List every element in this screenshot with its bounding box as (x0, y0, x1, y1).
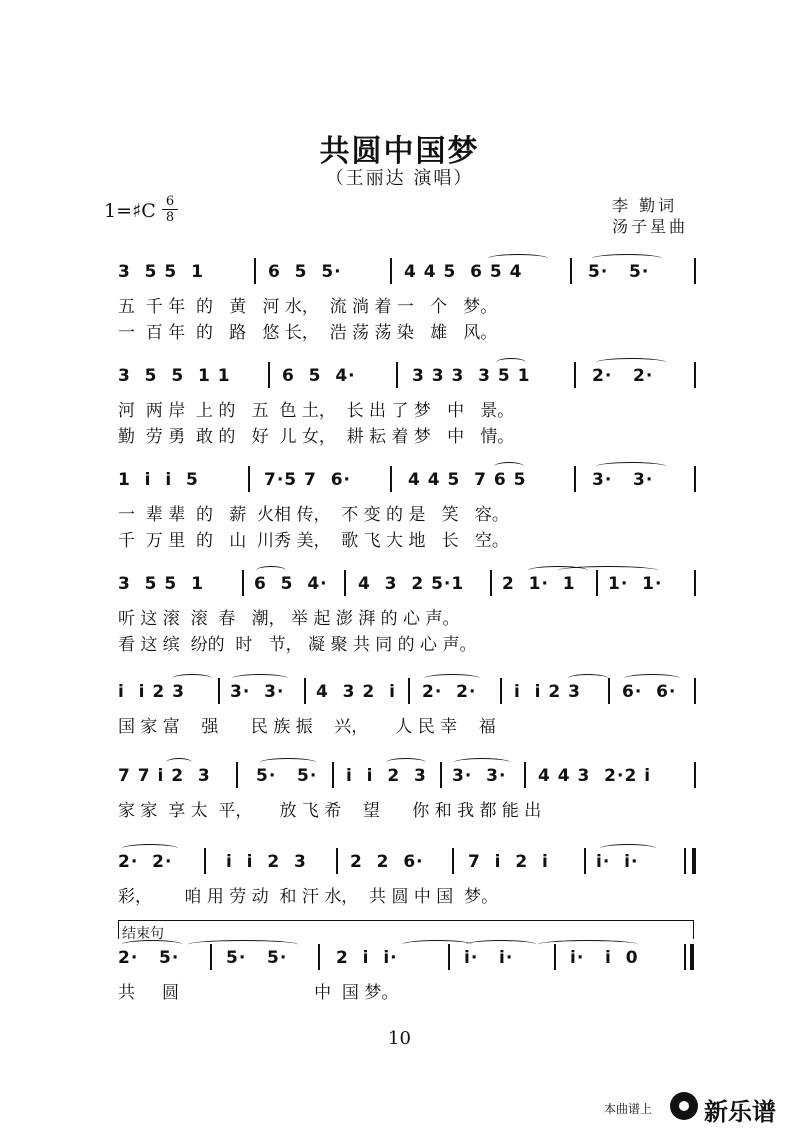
measure-4-2: 6 5 4· (254, 574, 328, 594)
lyric-1-verse-2: 一 百 年 的 路 悠 长， 浩 荡 荡 染 雄 风。 (118, 323, 498, 343)
lyric-2-verse-1: 河 两 岸 上 的 五 色 土， 长 出 了 梦 中 景。 (118, 401, 515, 421)
score-line-2 (118, 366, 698, 448)
score-line-ending (118, 948, 698, 1004)
vinyl-record-icon (670, 1092, 698, 1120)
measure-8-3: 2 i i· (336, 948, 398, 968)
score-line-7 (118, 852, 698, 908)
measure-7-3: 2 2 6· (350, 852, 424, 872)
measure-3-3: 4 4 5 7 6 5 (408, 470, 527, 490)
lyric-7: 彩， 咱 用 劳 动 和 汗 水， 共 圆 中 国 梦。 (118, 887, 499, 907)
lyric-5: 国 家 富 强 民 族 振 兴， 人 民 幸 福 (118, 717, 496, 737)
measure-5-3: 4 3 2 i (316, 682, 396, 702)
ending-bracket (118, 920, 694, 939)
measure-7-1: 2· 2· (118, 852, 173, 872)
measure-4-3: 4 3 2 5·1 (358, 574, 465, 594)
measure-2-4: 2· 2· (592, 366, 654, 386)
measure-5-4: 2· 2· (422, 682, 477, 702)
ending-label: 结束句 (122, 926, 164, 942)
measure-8-2: 5· 5· (226, 948, 288, 968)
lyricist-credit: 李 勤词 (612, 196, 678, 215)
meter-top: 6 (165, 194, 175, 209)
measure-6-5: 4 4 3 2·2 i (538, 766, 652, 786)
measure-5-2: 3· 3· (230, 682, 285, 702)
measure-2-3: 3 3 3 3 5 1 (412, 366, 531, 386)
time-signature (162, 195, 178, 224)
measure-1-2: 6 5 5· (268, 262, 342, 282)
measure-3-2: 7·5 7 6· (264, 470, 351, 490)
meter-bottom: 8 (165, 210, 175, 225)
measure-7-2: i i 2 3 (226, 852, 307, 872)
site-logo[interactable]: 新乐谱 (704, 1098, 776, 1126)
measure-5-1: i i 2 3 (118, 682, 185, 702)
measure-5-6: 6· 6· (622, 682, 677, 702)
page-number: 10 (388, 1028, 411, 1049)
score-line-3 (118, 470, 698, 552)
measure-1-1: 3 5 5 1 (118, 262, 204, 282)
lyric-4-verse-2: 看 这 缤 纷的 时 节， 凝 聚 共 同 的 心 声。 (118, 635, 477, 655)
score-line-4 (118, 574, 698, 656)
lyric-1-verse-1: 五 千 年 的 黄 河 水， 流 淌 着 一 个 梦。 (118, 297, 498, 317)
measure-2-1: 3 5 5 1 1 (118, 366, 231, 386)
score-line-6 (118, 766, 698, 822)
footer-text: 本曲谱上 (604, 1102, 653, 1116)
measure-2-2: 6 5 4· (282, 366, 356, 386)
measure-4-5: 1· 1· (608, 574, 663, 594)
measure-8-1: 2· 5· (118, 948, 180, 968)
measure-6-4: 3· 3· (452, 766, 507, 786)
measure-5-5: i i 2 3 (514, 682, 581, 702)
performer-subtitle: （王丽达 演唱） (325, 168, 474, 189)
measure-3-1: 1 i i 5 (118, 470, 199, 490)
lyric-3-verse-2: 千 万 里 的 山 川秀 美， 歌 飞 大 地 长 空。 (118, 531, 509, 551)
song-title: 共圆中国梦 (319, 134, 480, 169)
measure-7-5: i· i· (596, 852, 639, 872)
lyric-6: 家 家 享 太 平， 放 飞 希 望 你 和 我 都 能 出 (118, 801, 542, 821)
measure-4-1: 3 5 5 1 (118, 574, 204, 594)
measure-4-4: 2 1· 1 (502, 574, 576, 594)
score-line-5 (118, 682, 698, 738)
measure-7-4: 7 i 2 i (468, 852, 549, 872)
score-line-1 (118, 262, 698, 344)
measure-3-4: 3· 3· (592, 470, 654, 490)
lyric-4-verse-1: 听 这 滚 滚 春 潮， 举 起 澎 湃 的 心 声。 (118, 609, 460, 629)
key-signature: 1=♯C (104, 200, 156, 222)
measure-6-2: 5· 5· (256, 766, 318, 786)
composer-credit: 汤子星曲 (612, 217, 689, 236)
lyric-ending: 共 圆 中 国 梦。 (118, 983, 399, 1003)
measure-8-4: i· i· (464, 948, 514, 968)
lyric-3-verse-1: 一 辈 辈 的 薪 火相 传， 不 变 的 是 笑 容。 (118, 505, 509, 525)
measure-1-3: 4 4 5 6 5 4 (404, 262, 523, 282)
measure-6-1: 7 7 i 2 3 (118, 766, 211, 786)
measure-6-3: i i 2 3 (346, 766, 427, 786)
measure-8-5: i· i 0 (570, 948, 639, 968)
lyric-2-verse-2: 勤 劳 勇 敢 的 好 儿 女， 耕 耘 着 梦 中 情。 (118, 427, 515, 447)
measure-1-4: 5· 5· (588, 262, 650, 282)
